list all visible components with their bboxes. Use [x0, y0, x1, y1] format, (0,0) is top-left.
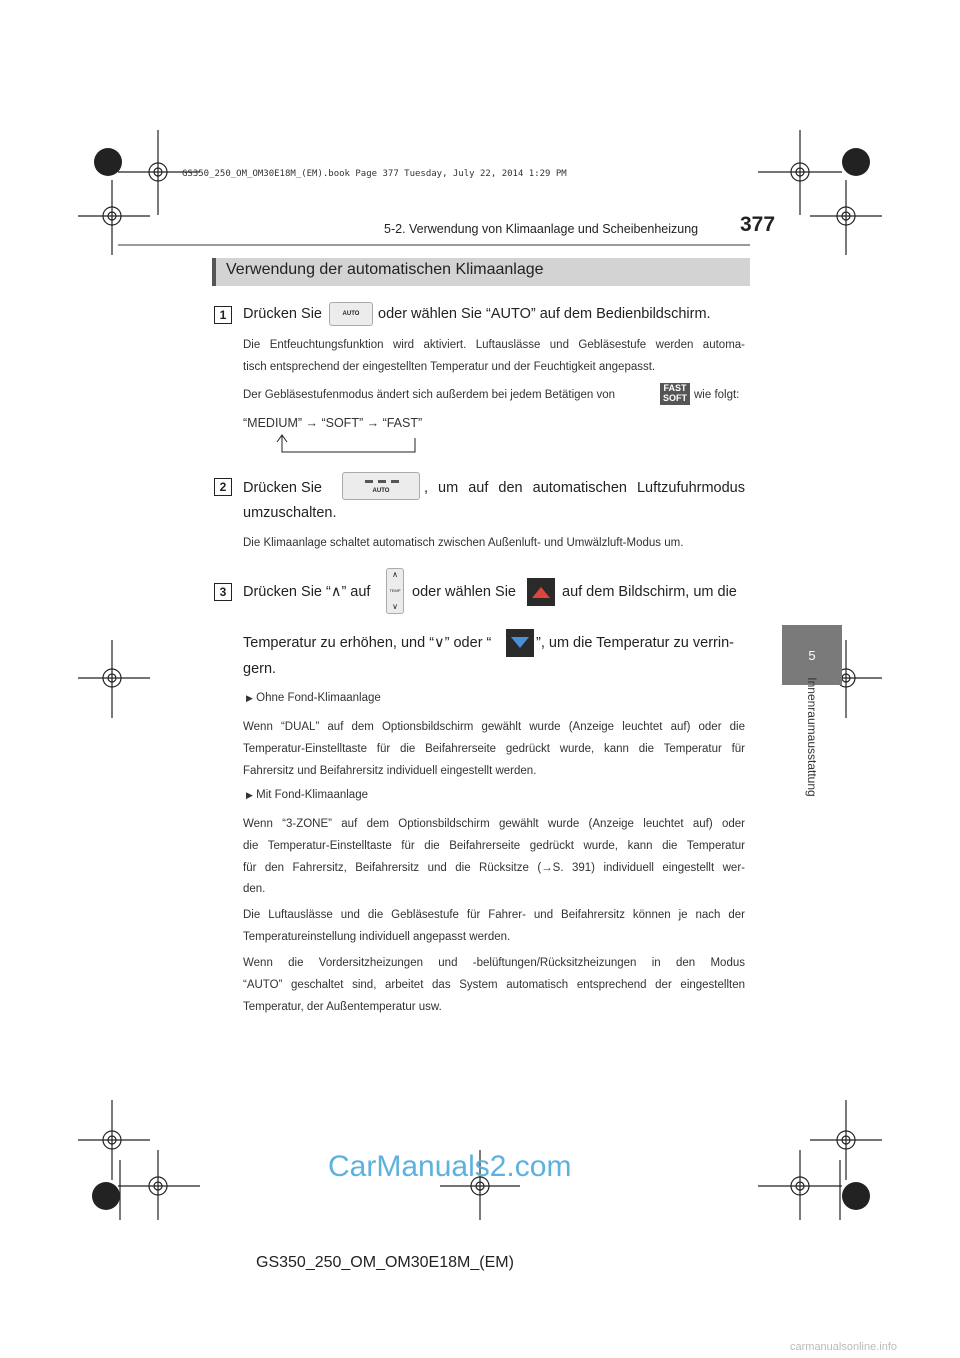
page-number: 377	[740, 213, 776, 236]
step2-text-c: umzuschalten.	[243, 505, 337, 521]
up-arrow-icon	[531, 585, 551, 599]
step3-text-e: ”, um die Temperatur zu verrin-	[536, 635, 734, 651]
triangle-bullet-icon: ▶	[246, 693, 253, 703]
cycle-return-arrow	[270, 432, 420, 456]
book-file-header: GS350_250_OM_OM30E18M_(EM).book Page 377 Tuesday, July 22, 2014 1:29 PM	[182, 169, 567, 179]
section-title: 5-2. Verwendung von Klimaanlage und Scheibenheizung	[384, 222, 699, 236]
auto-air-intake-button-icon	[342, 472, 420, 500]
chapter-number: 5	[808, 647, 816, 663]
down-arrow-icon	[510, 636, 530, 650]
step2-para1: Die Klimaanlage schaltet automatisch zwischen Außenluft- und Umwälzluft-Modus um.	[243, 537, 684, 549]
bullet-label: Ohne Fond-Klimaanlage	[256, 692, 381, 704]
step1-para2-b: wie folgt:	[694, 389, 740, 401]
temp-up-screen-icon	[527, 578, 555, 606]
step-number-2: 2	[214, 478, 232, 496]
temp-label: TEMP	[389, 588, 401, 593]
bullet-without-rear-ac	[246, 692, 381, 704]
section-heading-text: Verwendung der automatischen Klimaanlage	[226, 261, 544, 278]
b2-line3: für den Fahrersitz, Beifahrersitz und die Rücksitze (→S. 391) individuell eingestellt wer-	[243, 862, 745, 874]
watermark: CarManuals2.com	[328, 1150, 572, 1183]
footer-document-id: GS350_250_OM_OM30E18M_(EM)	[256, 1254, 514, 1271]
b1-line3: Fahrersitz und Beifahrersitz individuell eingestellt werden.	[243, 765, 537, 777]
air-intake-icons	[351, 478, 411, 488]
p4-line2: “AUTO” geschaltet sind, arbeitet das System automatisch entsprechend der eingestellten	[243, 979, 745, 991]
auto-button-icon	[329, 302, 373, 326]
temp-up-icon: ∧	[392, 570, 398, 579]
b2-line4: den.	[243, 883, 266, 895]
soft-label: SOFT	[663, 393, 687, 403]
fast-soft-icon	[660, 383, 690, 405]
step2-text-b: , um auf den automatischen Luftzufuhrmodus	[424, 480, 745, 496]
step1-para2-a: Der Gebläsestufenmodus ändert sich außerdem bei jedem Betätigen von	[243, 389, 616, 401]
step2-text-a: Drücken Sie	[243, 480, 322, 496]
p3-line2: Temperatureinstellung individuell angepasst werden.	[243, 931, 511, 943]
step1-text-a: Drücken Sie	[243, 306, 322, 322]
triangle-bullet-icon: ▶	[246, 790, 253, 800]
step-number-1: 1	[214, 306, 232, 324]
step3-text-d: Temperatur zu erhöhen, und “∨” oder “	[243, 635, 492, 651]
header-rule	[118, 244, 750, 246]
b2-line2: die Temperatur-Einstelltaste für die Beifahrerseite gedrückt wurde, kann die Temperatur	[243, 840, 745, 852]
bullet-with-rear-ac	[246, 789, 368, 801]
temp-down-screen-icon	[506, 629, 534, 657]
step3-text-b: oder wählen Sie	[412, 584, 516, 600]
p3-line1: Die Luftauslässe und die Gebläsestufe für Fahrer- und Beifahrersitz können je nach der	[243, 909, 745, 921]
site-watermark: carmanualsonline.info	[790, 1341, 898, 1353]
temp-down-icon: ∨	[392, 602, 398, 611]
auto-air-intake-label: AUTO	[372, 488, 390, 494]
auto-button-label: AUTO	[342, 311, 360, 317]
b1-line2: Temperatur-Einstelltaste für die Beifahrerseite gedrückt wurde, kann die Temperatur für	[243, 743, 745, 755]
step1-text-b: oder wählen Sie “AUTO” auf dem Bedienbildschirm.	[378, 306, 711, 322]
step3-text-a: Drücken Sie “∧” auf	[243, 584, 371, 600]
section-heading	[212, 258, 750, 286]
b1-line1: Wenn “DUAL” auf dem Optionsbildschirm gewählt wurde (Anzeige leuchtet auf) oder die	[243, 721, 745, 733]
step3-text-f: gern.	[243, 661, 277, 677]
fan-mode-cycle: “MEDIUM” → “SOFT” → “FAST”	[243, 416, 423, 430]
p4-line1: Wenn die Vordersitzheizungen und -belüftungen/Rücksitzheizungen in den Modus	[243, 957, 745, 969]
step3-text-c: auf dem Bildschirm, um die	[562, 584, 737, 600]
chapter-title: Innenraumausstattung	[805, 677, 819, 797]
step-number-3: 3	[214, 583, 232, 601]
step1-para1-line2: tisch entsprechend der eingestellten Temperatur und der Feuchtigkeit angepasst.	[243, 361, 656, 373]
p4-line3: Temperatur, der Außentemperatur usw.	[243, 1001, 442, 1013]
bullet-label: Mit Fond-Klimaanlage	[256, 789, 368, 801]
temp-switch-icon	[386, 568, 404, 614]
step1-para1-line1: Die Entfeuchtungsfunktion wird aktiviert. Luftauslässe und Gebläsestufe werden automa-	[243, 339, 745, 351]
b2-line1: Wenn “3-ZONE” auf dem Optionsbildschirm gewählt wurde (Anzeige leuchtet auf) oder	[243, 818, 745, 830]
fast-label: FAST	[663, 383, 687, 393]
